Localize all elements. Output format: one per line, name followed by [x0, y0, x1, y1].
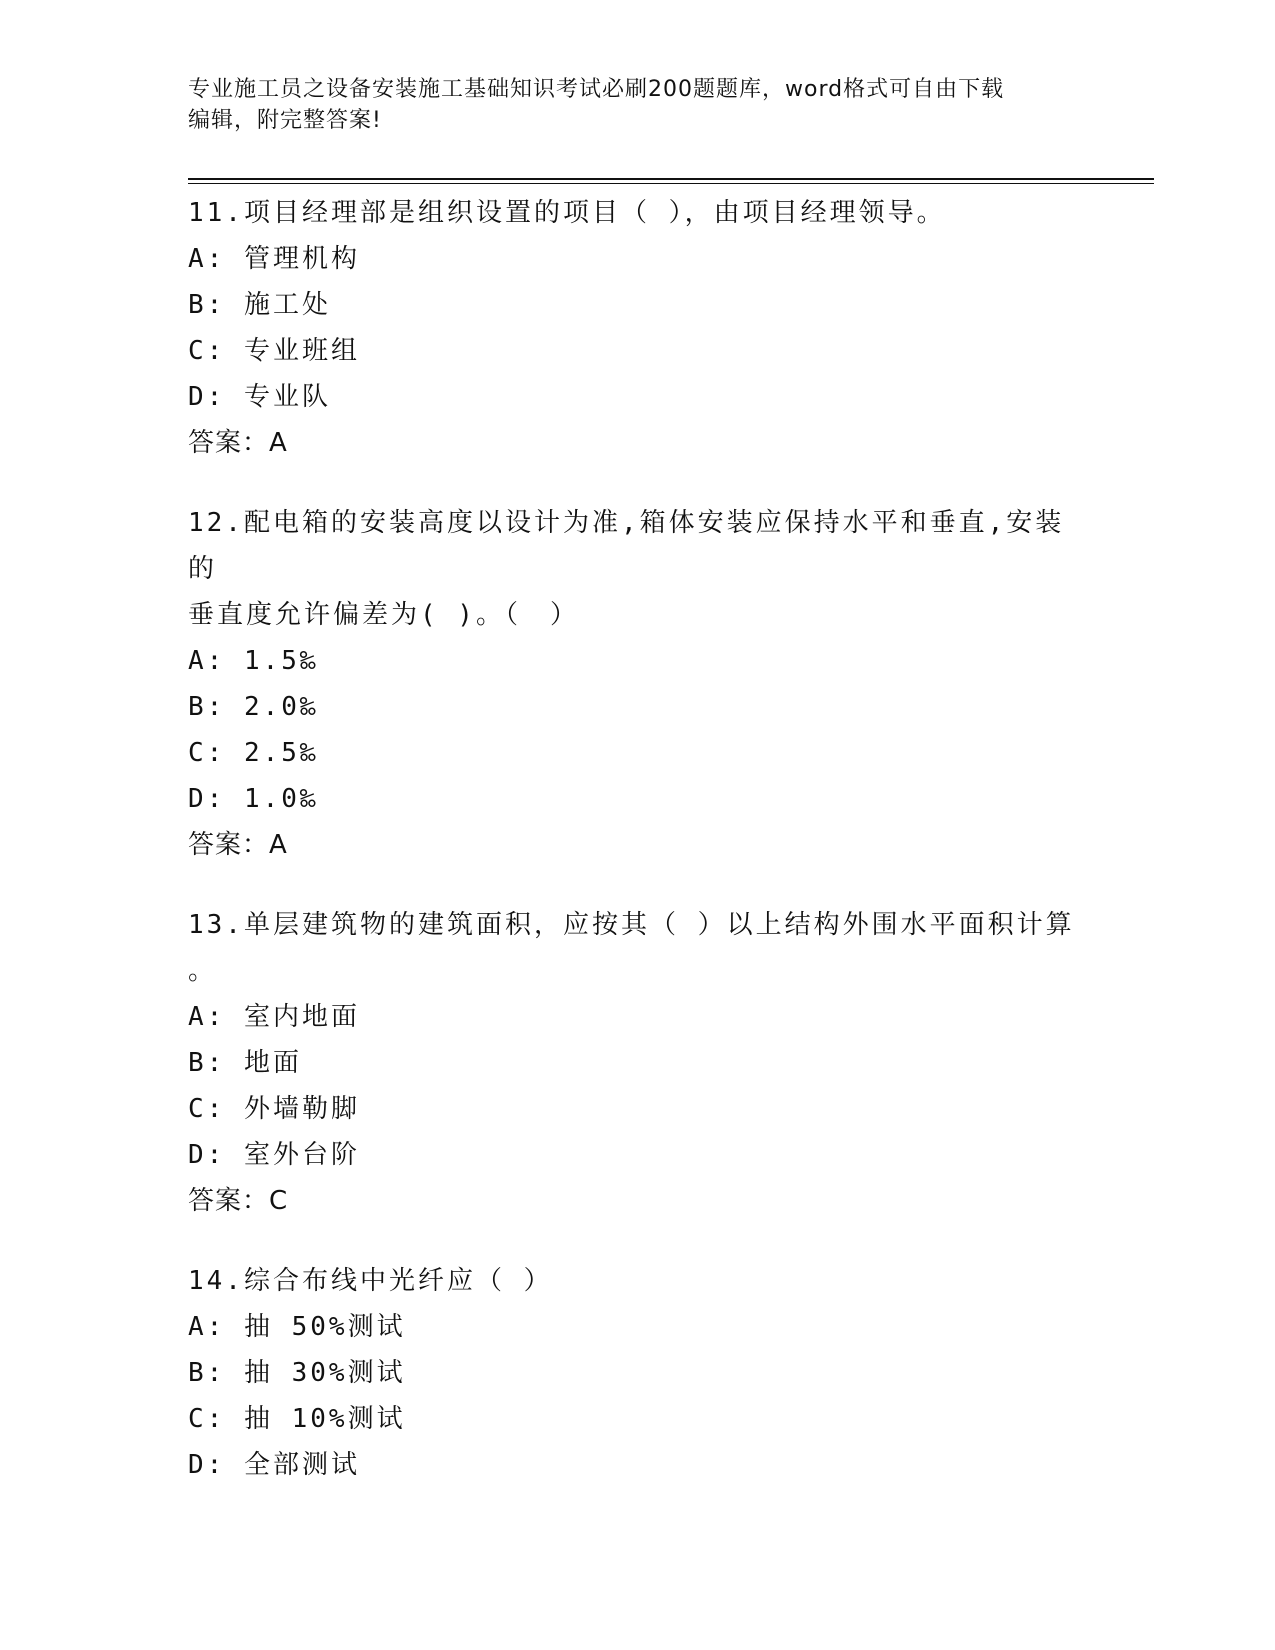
- header-line-1: 专业施工员之设备安装施工基础知识考试必刷200题题库，word格式可自由下载: [188, 77, 1005, 102]
- option-text: 2.5‰: [243, 738, 319, 768]
- option-label: C:: [188, 1094, 226, 1124]
- question-list: [188, 190, 1088, 1522]
- question-text-continued: 。: [188, 956, 218, 986]
- answer: 答案：A: [188, 428, 288, 458]
- option-text: 施工处: [243, 290, 331, 320]
- option-text: 地面: [243, 1048, 302, 1078]
- option-label: C:: [188, 336, 226, 366]
- answer: 答案：A: [188, 830, 288, 860]
- question-text: 11.项目经理部是组织设置的项目（ ），由项目经理领导。: [188, 198, 946, 228]
- option-text: 管理机构: [243, 244, 360, 274]
- question-text-continued: 垂直度允许偏差为( )。（ ）: [188, 600, 579, 630]
- option-label: B:: [188, 1048, 226, 1078]
- option-b: [188, 684, 1088, 730]
- option-label: B:: [188, 692, 226, 722]
- option-text: 抽 10%测试: [243, 1404, 406, 1434]
- option-d: [188, 776, 1088, 822]
- option-a: [188, 236, 1088, 282]
- option-label: B:: [188, 290, 226, 320]
- option-text: 室内地面: [243, 1002, 360, 1032]
- option-text: 全部测试: [243, 1450, 360, 1480]
- option-text: 抽 30%测试: [243, 1358, 406, 1388]
- question-12: [188, 500, 1088, 868]
- option-label: C:: [188, 738, 226, 768]
- option-a: [188, 1304, 1088, 1350]
- option-b: [188, 282, 1088, 328]
- question-11: [188, 190, 1088, 466]
- option-label: A:: [188, 244, 226, 274]
- option-text: 1.0‰: [243, 784, 319, 814]
- question-text: 12.配电箱的安装高度以设计为准,箱体安装应保持水平和垂直,安装的: [188, 508, 1065, 584]
- question-14: [188, 1258, 1088, 1488]
- option-b: [188, 1040, 1088, 1086]
- option-a: [188, 994, 1088, 1040]
- option-label: D:: [188, 784, 226, 814]
- option-text: 1.5‰: [243, 646, 319, 676]
- header-line-2: 编辑，附完整答案!: [188, 108, 382, 133]
- option-c: [188, 1086, 1088, 1132]
- option-text: 专业队: [243, 382, 331, 412]
- option-text: 抽 50%测试: [243, 1312, 406, 1342]
- option-label: D:: [188, 1450, 226, 1480]
- question-text: 14.综合布线中光纤应（ ）: [188, 1266, 553, 1296]
- option-label: A:: [188, 1002, 226, 1032]
- document-header: [188, 74, 1068, 136]
- option-text: 2.0‰: [243, 692, 319, 722]
- option-b: [188, 1350, 1088, 1396]
- answer: 答案：C: [188, 1186, 289, 1216]
- option-label: A:: [188, 646, 226, 676]
- header-divider-thick: [188, 178, 1154, 180]
- question-text: 13.单层建筑物的建筑面积，应按其（ ）以上结构外围水平面积计算: [188, 910, 1075, 940]
- option-label: C:: [188, 1404, 226, 1434]
- question-13: [188, 902, 1088, 1224]
- option-text: 室外台阶: [243, 1140, 360, 1170]
- option-d: [188, 374, 1088, 420]
- option-c: [188, 328, 1088, 374]
- option-label: D:: [188, 382, 226, 412]
- option-text: 专业班组: [243, 336, 360, 366]
- header-divider-thin: [188, 183, 1154, 184]
- option-label: A:: [188, 1312, 226, 1342]
- option-label: D:: [188, 1140, 226, 1170]
- option-d: [188, 1442, 1088, 1488]
- option-c: [188, 730, 1088, 776]
- option-a: [188, 638, 1088, 684]
- option-c: [188, 1396, 1088, 1442]
- option-d: [188, 1132, 1088, 1178]
- option-text: 外墙勒脚: [243, 1094, 360, 1124]
- option-label: B:: [188, 1358, 226, 1388]
